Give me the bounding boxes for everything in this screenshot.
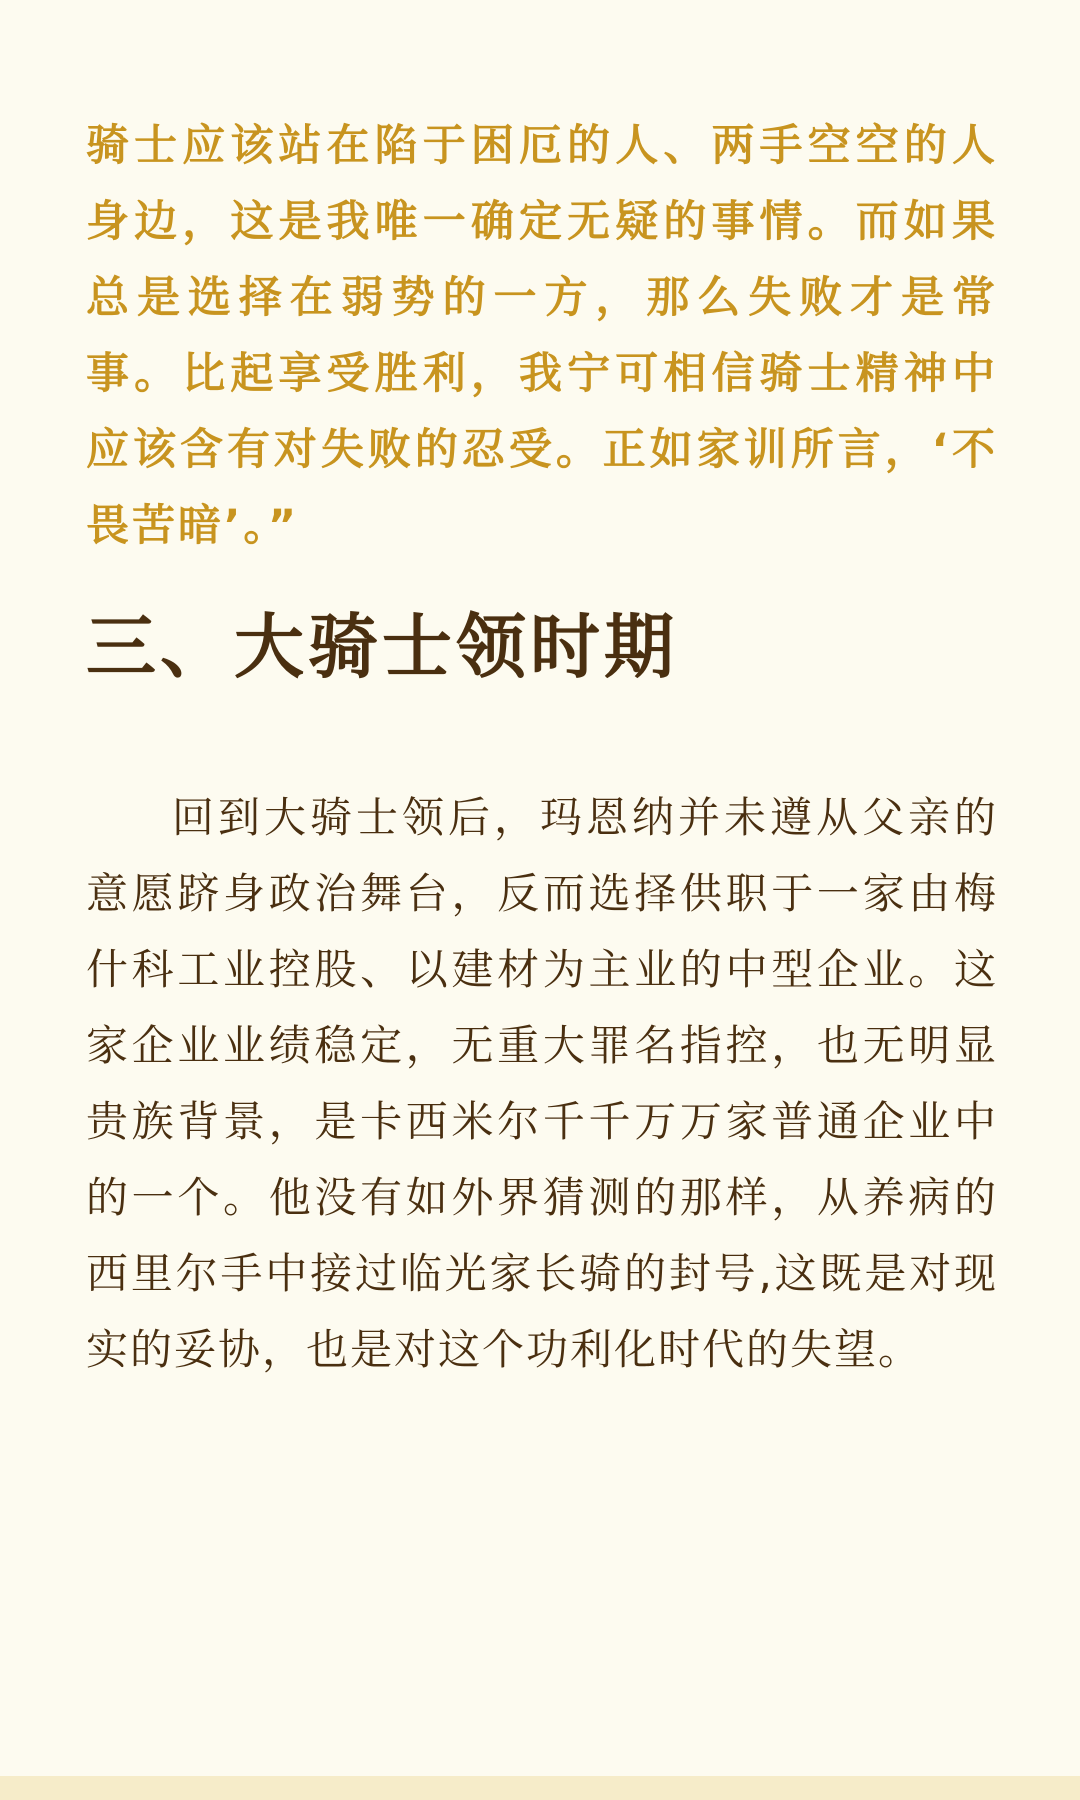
quote-paragraph: 骑士应该站在陷于困厄的人、两手空空的人身边，这是我唯一确定无疑的事情。而如果总是选择在弱势的一方，那么失败才是常事。比起享受胜利，我宁可相信骑士精神中应该含有对失败的忍受。正如家训所言，‘不畏苦暗’。” [86, 121, 998, 551]
body-paragraph: 回到大骑士领后，玛恩纳并未遵从父亲的意愿跻身政治舞台，反而选择供职于一家由梅什科工业控股、以建材为主业的中型企业。这家企业业绩稳定，无重大罪名指控，也无明显贵族背景，是卡西米尔千千万万家普通企业中的一个。他没有如外界猜测的那样，从养病的西里尔手中接过临光家长骑的封号,这既是对现实的妥协，也是对这个功利化时代的失望。 [86, 793, 998, 1374]
section-heading: 三、大骑士领时期 [86, 606, 678, 688]
bottom-decorative-band [0, 1776, 1080, 1800]
